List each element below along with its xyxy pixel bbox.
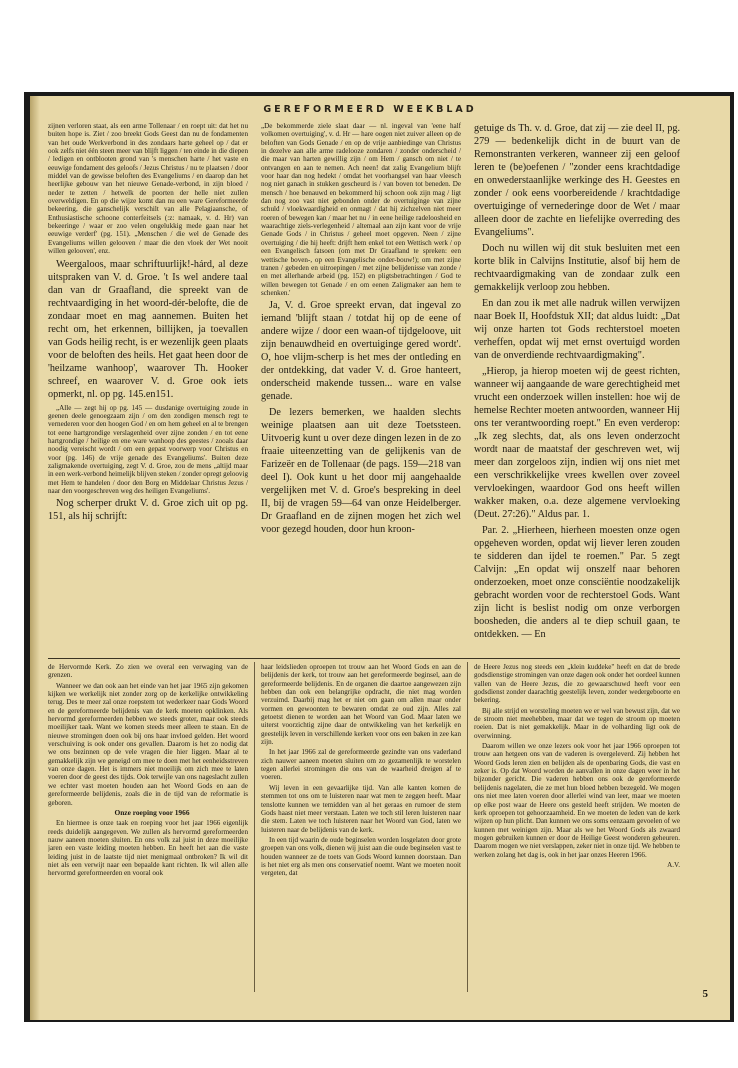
article-text: Wij leven in een gevaarlijke tijd. Van alle kanten komen de stemmen tot ons om te luisteren naar wat men te zeggen heeft. Maar tenslotte kunnen we temidden van al het geraas en rumoer de stem Gods haast niet meer verstaan. Laten we toch stil leren luisteren naar die stem. Laten we toch luisteren naar het Woord van God, laten we luisteren naar de belijdenis van de kerk. xyxy=(261,783,461,834)
article-text: Par. 2. „Hierheen, hierheen moesten onze ogen opgeheven worden, opdat wij liever leren zouden te sidderen dan ijdel te roemen." Par. 5 zegt Calvijn: „En opdat wij onszelf naar behoren onderzoeken, moet onze consciëntie noodzakelijk gebracht worden voor de rechterstoel Gods. Want zijn licht is beslist nodig om onze verborgen boosheden, die anders al te diep schuil gaan, te ontdekken. — En xyxy=(474,525,680,640)
top-column-2 xyxy=(261,122,461,654)
top-column-1 xyxy=(48,122,248,654)
article-text: Ja, V. d. Groe spreekt ervan, dat ingeval zo iemand 'blijft staan / totdat hij op de eene of andere wijze / door een waan-of tijdgeloove, uit zijn benauwdheid en overtuiginge gered wordt'. O, hoe vlijm-scherp is het mes der ontleding en der ontdekking, dat vader V. d. Groe hanteert, onderscheid makende tussen... ware en valse genade. xyxy=(261,300,461,403)
article-text: haar leidslieden oproepen tot trouw aan het Woord Gods en aan de belijdenis der kerk, tot trouw aan het gereformeerde beginsel, aan de gereformeerde belijdenis. En de organen die daartoe aangewezen zijn hebben dan ook een belangrijke opdracht, die niet mag worden verzuimd. Daarbij mag het er niet om gaan om allen maar onder vormen en gewoonten te bewaren omdat ze oud zijn. Alles zal getoetst dienen te worden aan het Woord van God. Maar laten we uiterst voorzichtig zijne daar de ontwikkeling van het kerkelijk en geestelijk leven in verschillende kerken voor ons een baken in zee kan zijn. xyxy=(261,663,461,747)
article-text: „Hierop, ja hierop moeten wij de geest richten, wanneer wij aangaande de ware gerechtigheid met vrucht een onderzoek willen instellen: hoe wij de hemelse Rechter moeten antwoorden, wanneer Hij ons ter verantwoording roept." En even verderop: „Ik zeg slechts, dat, als ons leven onderzocht wordt naar de maatstaf der geschreven wet, wij meer dan zorgeloos zijn, indien wij ons niet met een verschrikkelijke vrees kwellen over zoveel vervloekingen, waardoor God ons heeft willen wakker maken, o.a. deze algemene vervloeking (Deut. 27:26)." Aldus par. 1. xyxy=(474,366,680,520)
article-text: getuige ds Th. v. d. Groe, dat zij — zie deel II, pg. 279 — bedenkelijk dicht in de buurt van de Remonstranten verkeren, wanneer zij een geloof leren te (be)oefenen / "zonder eens krachtdadige en onwederstaanlijke werkinge des H. Geestes en zonder / ook eens voorbereidende / krachtdadige overtuiginge of vernederinge door de Wet / maar alleen door de zachte en liefelijke overreding des Evangeliums". xyxy=(474,123,680,238)
section-divider xyxy=(48,658,680,659)
bottom-column-3 xyxy=(474,663,680,988)
top-column-3 xyxy=(474,122,680,654)
article-text: Daarom willen we onze lezers ook voor het jaar 1966 oproepen tot trouw aan hetgeen ons van de vaderen is overgeleverd. Zij hebben het Woord Gods leren zien en belijden als de openbaring Gods, die vast en zeker is. Op dat Woord worden de aanvallen in onze dagen weer in het bijzonder gericht. Die vaderen hebben ons ook de gereformeerde belijdenis nagelaten, die ze met hun bloed hebben bezegeld. We mogen ons niet mee laten voeren door allerlei wind van leer, maar we moeten op elke post waar de Heere ons gesteld heeft strijden. We moeten de kerk oproepen tot gehoorzaamheid. En we moeten de leden van de kerk wijzen op hun plicht. Dan kunnen we ons soms eenzaam gevoelen of we kunnen met weinigen zijn. Maar als we het Woord Gods als zwaard mogen gebruiken kunnen er door de Heilige Geest wonderen geheuren. Daarom mogen we niet verslappen, zeker niet in onze tijd. We hebben te werken zolang het dag is, ook in het jaar onzes Heeren 1966. xyxy=(474,742,680,859)
author-signature: A.V. xyxy=(667,860,680,869)
column-divider xyxy=(467,662,468,992)
article-text: En hiermee is onze taak en roeping voor het jaar 1966 eigenlijk reeds duidelijk aangegeven. We zullen als hervormd gereformeerden nauw aaneen moeten sluiten. En ons volk zal juist in deze moeilijke jaren een vaste leiding moeten hebben. En heeft het aan die vaste leiding juist in de laatste tijd niet menigmaal ontbroken? Ik wil dit niet als een verwijt naar een bepaalde kant richten. Ik wil allen alle hervormd gereformeerden en vooral ook xyxy=(48,819,248,878)
article-text: In het jaar 1966 zal de gereformeerde gezindte van ons vaderland zich nauwer aaneen moeten sluiten om zo gezamenlijk te worstelen tegen allerlei stromingen die ons van de waarheid dreigen af te voeren. xyxy=(261,748,461,782)
article-text: En dan zou ik met alle nadruk willen verwijzen naar Boek II, Hoofdstuk XII; dat aldus luidt: „Dat wij onze harten tot Gods rechterstoel moeten verheffen, opdat wij met ernst overtuigd worden van de onverdiende rechtvaardigmaking". xyxy=(474,298,680,361)
article-text: zijnen verloren staat, als een arme Tollenaar / en roept uit: dat het nu buiten hope is. Ziet / zoo breekt Gods Geest dan nu de fondamenten van het oude Werkverbond in des zondaars harte geheel op / dat er ook zelfs niet één steen meer van blijft liggen / ten einde in die diepen / ledigen en ontblooten grond van 's menschen harte / het vaste en eeuwige fondament des geloofs / Jezus Christus / nu te plaatsen / door middel van de gewisse beloften des Evangeliums / en daarop dan het heerlijke gebouw van het nieuwe Genade-verbond, in zijn bloed / neder te zetten / hetwelk de poorten der helle niet zullen overweldigen. En op die wijze komt dan nu een ware Gereformeerde bekeering, die ganschelijk verschilt van alle Pelagiaansche, of Enthusiastische schoone conterfeitsels (:z: namaak, v. d. Hr) van bekeeringe / waar er zoo velen ongelukkig mede gaan naar het eeuwige verderf' (pg. 151). „Menschen / die wel de Genade des Evangeliums willen gelooven / maar die den vloek der Wet nooit willen gelooven', enz. xyxy=(48,122,248,256)
article-text: Nog scherper drukt V. d. Groe zich uit op pg. 151, als hij schrijft: xyxy=(48,498,248,523)
article-text: In een tijd waarin de oude beginselen worden losgelaten door grote groepen van ons volk, dienen wij juist aan die oude beginselen vast te houden wanneer ze de toets van Gods Woord kunnen doorstaan. Dan is het niet erg als men ons conservatief noemt. Want we moeten nooit vergeten, dat xyxy=(261,835,461,878)
article-text: Doch nu willen wij dit stuk besluiten met een korte blik in Calvijns Institutie, alsof bij hem de rechtvaardigmaking van de zondaar zulk een gemakkelijk verloop zou hebben. xyxy=(474,243,680,293)
page-binding-shadow xyxy=(30,96,40,1020)
article-text: De lezers bemerken, we haalden slechts weinige plaatsen aan uit deze Toetssteen. Uitvoerig kunt u over deze dingen lezen in de zo fraaie uiteenzetting van de gelijkenis van de Farizeër en de Tollenaar (de pags. 159—218 van deel I). Ook kunt u het door mij aangehaalde vergelijken met V. d. Groe's bespreking in deel II, bij de vragen 59—64 van onze Heidelberger. Dr Graafland en de zijnen mogen het zich wel voor gezegd houden, door hun kroon- xyxy=(261,407,461,536)
bottom-column-2 xyxy=(261,663,461,988)
column-divider xyxy=(254,662,255,992)
article-text: Bij alle strijd en worsteling moeten we er wel van bewust zijn, dat we de stroom niet meehebben, maar dat we tegen de stroom op moeten roeien. Dat is niet gemakkelijk. Maar in de volharding ligt ook de overwinning. xyxy=(474,706,680,740)
page-header-title: GEREFORMEERD WEEKBLAD xyxy=(263,104,477,115)
section-subtitle: Onze roeping voor 1966 xyxy=(114,807,190,817)
article-quote: „De bekommerde ziele slaat daar — nl. ingeval van 'eene half volkomen overtuiging', v. d. Hr — hare oogen niet zuiver alleen op de beloften van Gods Genade / en op de vrije aanbiedinge van Christus in dezelve aan alle arme radelooze zondaren / zonder onderscheid / die maar van harten gewillig zijn / om Hem / gansch om niet / te ontvangen en aan te nemen. Ach neen! dat zalig Evangelium blijft voor haar dan nog hedekt / omdat het voorhangsel van haar vleesch nog niet ganach in stukken gescheurd is / van boven tot beneden. De mensch / hoe benauwd en bekommerd hij schoon ook zijn mag / ligt dan nog zoo vast niet gebonden onder de overtuiginge van zijne schuld / vloekwaardigheid en onmagt / dat hij zichzelven niet meer roeren of bewegen kan / maar het nu / in eene heilige radeloosheid en waarachtige ziels-verlegenheid / altemaal aan zijn kant voor de vrije Genade Gods / in Christus / geheel moet opgeven. Neen / zijne overtuiging / die hij heeft: drijft hem enkel tot een Wettisch werk / op een Evangelisch fatsoen (om met Dr Graafland te spreken: een wettische boven-, op een Evangelische onder-bouw!); om met zijne tranen / gebeden en uitroepingen / met zijne belijdenisse van zonde / en met allerhande arbeid (pg. 152) en pligtsbetrachtingen / God te willen bewegen tot Genade / en om eenen Zaligmaker aan hem te schenken.' xyxy=(261,122,461,297)
article-text: Weergaloos, maar schriftuurlijk!-hárd, al deze uitspraken van V. d. Groe. 't Is wel andere taal dan van dr Graafland, die spreekt van de rechtvaardiging in het woord-dér-belofte, die de zondaar moet en mag aannemen. Buiten het recht om, het erkennen, billijken, ja toevallen van Gods heilig recht, is er wezenlijk geen plaats voor de beloften des heils. Het gaat heen door de 'heilzame wanhoop', waarover Th. Hooker schreef, en waarover V. d. Groe ook iets opmerkt, nl. op pg. 145.en151. xyxy=(48,258,248,400)
bottom-column-1 xyxy=(48,663,248,988)
article-text: de Hervormde Kerk. Zo zien we overal een verwaging van de grenzen. xyxy=(48,663,248,680)
article-text: de Heere Jezus nog steeds een „klein kuddeke" heeft en dat de brede godsdienstige stromingen van onze dagen ook onder het oordeel kunnen vallen van de Heere Jezus, die zo gewaarschuwd heeft voor een godsdienst zonder daarachtig geestelijk leven, zonder wedergeboorte en bekering. xyxy=(474,663,680,705)
page-number: 5 xyxy=(702,988,708,1000)
article-quote: „Alle — zegt hij op pg. 145 — dusdanige overtuiging zoude in geenen deele genoegzaam zijn / om den zondigen mensch regt te vernederen voor den hoogen God / en om hem geheel en al te brengen tot eene hartgrondige verslagenheid over zijne zonden / en tot eene hartgrondige / heilige en ene ware wanhoop des geestes / zooals daar noodig vereischt wordt / om een gepast voorwerp voor Christus en voor (pg. 146) de vrije genade des Evangeliums'. Buiten deze zaligmakende overtuiging, zegt V. d. Groe, zou de mens „altijd maar in een werk-verbond heimelijk blijven steken / zonder opregt geloovig met Hem te handelen / door den Borg en Middelaar Christus Jezus / naar den voorgeschreven weg des heiligen Evangeliums'. xyxy=(48,403,248,495)
article-text: Wanneer we dan ook aan het einde van het jaar 1965 zijn gekomen kijken we werkelijk niet zonder zorg op de kerkelijke ontwikkeling terug. Des te meer zal onze roepstem tot wederkeer naar Gods Woord en de gereformeerde belijdenis van de kerk moeten opklinken. Als hervormd gereformeerden hebben we steeds groter, maar ook steeds moeilijker taak. Want we komen steeds meer alleen te staan. En de nieuwe stromingen doen ook bij ons haar invloed gelden. Het woord verschuiving is ook onder ons gevallen. Daarom is het zo nodig dat we ons bezinnen op de vele vragen die hier liggen. Maar al te gemakkelijk zijn we geneigd om mee te doen met het eenheidsstreven van onze dagen. Het is immers niet moeilijk om zich mee te laten voeren door de geest des tijds. Ook terwijle van ons nageslacht zullen we echter vast moeten houden aan het Woord Gods en aan de gereformeerde belijdenis, zoals die in de tijd van de reformatie is geboren. xyxy=(48,681,248,807)
